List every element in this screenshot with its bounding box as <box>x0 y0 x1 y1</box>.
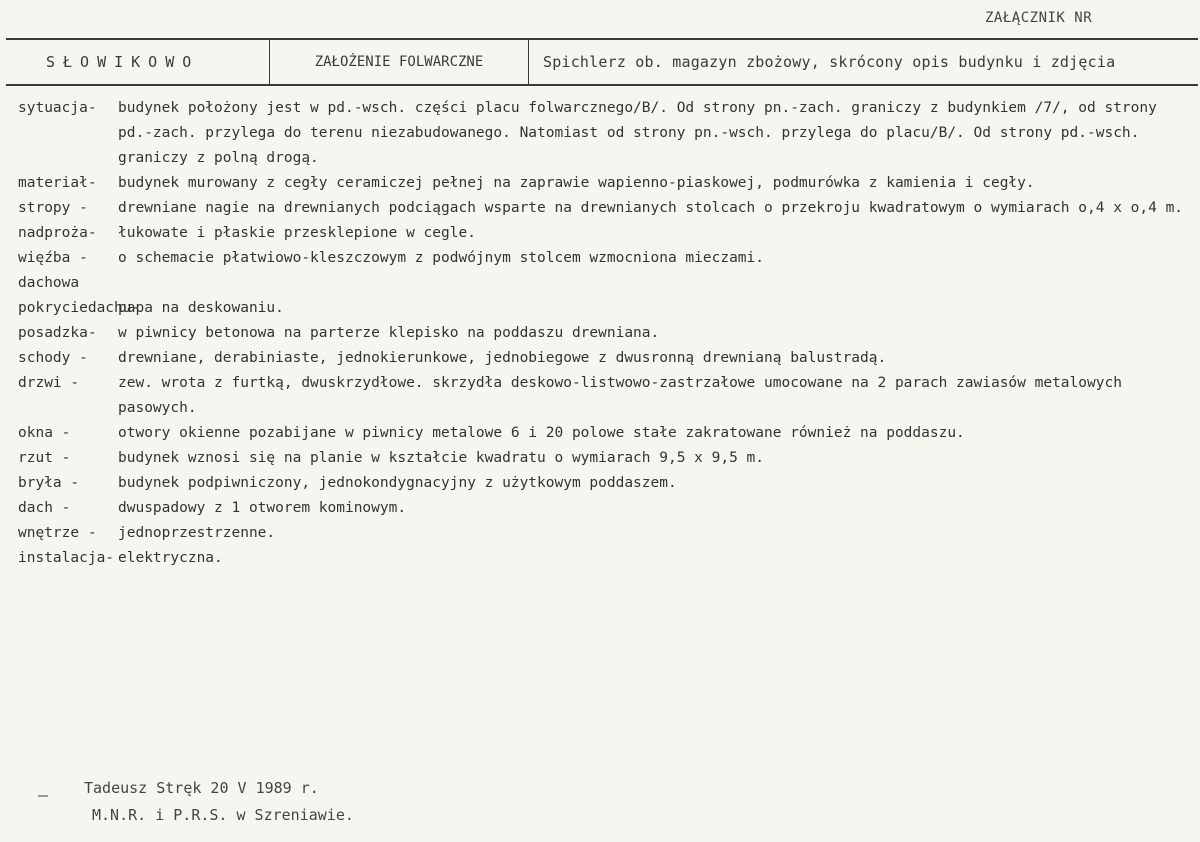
entry-row <box>18 446 1193 471</box>
entry-label: dach - <box>18 500 71 516</box>
entry-row <box>18 521 1193 546</box>
entry-label: pokryciedachu- <box>18 300 141 316</box>
entry-text: łukowate i płaskie przesklepione w cegle. <box>118 225 476 241</box>
entry-label: sytuacja- <box>18 100 97 116</box>
entry-row <box>18 221 1193 246</box>
entry-row <box>18 471 1193 496</box>
entry-text: budynek położony jest w pd.-wsch. części placu folwarcznego/B/. Od strony pn.-zach. graniczy z budynkiem /7/, od strony pd.-zach. przylega do terenu niezabudowanego. Natomiast od strony pn.-wsch. przylega do placu/B/. Od strony pd.-wsch. graniczy z polną drogą. <box>118 100 1166 166</box>
entry-text: otwory okienne pozabijane w piwnicy metalowe 6 i 20 polowe stałe zakratowane również na poddaszu. <box>118 425 965 441</box>
entry-text: budynek podpiwniczony, jednokondygnacyjny z użytkowym poddaszem. <box>118 475 677 491</box>
entry-row <box>18 296 1193 321</box>
entry-text: drewniane, derabiniaste, jednokierunkowe, jednobiegowe z dwusronną drewnianą balustradą. <box>118 350 887 366</box>
place-name: SŁOWIKOWO <box>6 40 270 84</box>
entry-text: zew. wrota z furtką, dwuskrzydłowe. skrzydła deskowo-listwowo-zastrzałowe umocowane na 2 parach zawiasów metalowych pasowych. <box>118 375 1131 416</box>
entry-row <box>18 346 1193 371</box>
entry-text: budynek wznosi się na planie w kształcie kwadratu o wymiarach 9,5 x 9,5 m. <box>118 450 765 466</box>
entry-label: drzwi - <box>18 375 80 391</box>
entry-row <box>18 271 1193 296</box>
signature-block <box>84 775 354 829</box>
entry-label: instalacja- <box>18 550 115 566</box>
entry-text: elektryczna. <box>118 550 223 566</box>
entry-row <box>18 171 1193 196</box>
signature-institution: M.N.R. i P.R.S. w Szreniawie. <box>92 806 354 824</box>
attachment-label: ZAŁĄCZNIK NR <box>985 10 1093 26</box>
entry-label: bryła - <box>18 475 80 491</box>
entry-label: rzut - <box>18 450 71 466</box>
entry-row <box>18 546 1193 571</box>
entry-text: dwuspadowy z 1 otworem kominowym. <box>118 500 407 516</box>
complex-name: ZAŁOŻENIE FOLWARCZNE <box>270 40 529 84</box>
header-row <box>6 38 1198 86</box>
entry-label: okna - <box>18 425 71 441</box>
entry-label: stropy - <box>18 200 88 216</box>
description-body <box>18 96 1193 571</box>
entry-text: jednoprzestrzenne. <box>118 525 276 541</box>
entry-row <box>18 321 1193 346</box>
entry-text: budynek murowany z cegły ceramiczej pełnej na zaprawie wapienno-piaskowej, podmurówka z kamienia i cegły. <box>118 175 1035 191</box>
entry-row <box>18 246 1193 271</box>
entry-row <box>18 196 1193 221</box>
entry-label: wnętrze - <box>18 525 97 541</box>
entry-text: o schemacie płatwiowo-kleszczowym z podwójnym stolcem wzmocniona mieczami. <box>118 250 765 266</box>
building-description: Spichlerz ob. magazyn zbożowy, skrócony opis budynku i zdjęcia <box>543 53 1116 71</box>
entry-row <box>18 421 1193 446</box>
entry-text: w piwnicy betonowa na parterze klepisko na poddaszu drewniana. <box>118 325 660 341</box>
entry-row <box>18 96 1193 171</box>
entry-label: schody - <box>18 350 88 366</box>
entry-label: posadzka- <box>18 325 97 341</box>
entry-label: nadproża- <box>18 225 97 241</box>
entry-label: dachowa <box>18 275 80 291</box>
entry-row <box>18 496 1193 521</box>
signature-author-date: Tadeusz Stręk 20 V 1989 r. <box>84 779 319 797</box>
entry-label: więźba - <box>18 250 88 266</box>
entry-row <box>18 371 1193 421</box>
entry-text: papa na deskowaniu. <box>118 300 284 316</box>
entry-text: drewniane nagie na drewnianych podciągach wsparte na drewnianych stolcach o przekroju kwadratowym o wymiarach o,4 x o,4 m. <box>118 200 1184 216</box>
entry-text <box>118 271 1193 296</box>
margin-mark <box>38 795 48 797</box>
entry-label: materiał- <box>18 175 97 191</box>
